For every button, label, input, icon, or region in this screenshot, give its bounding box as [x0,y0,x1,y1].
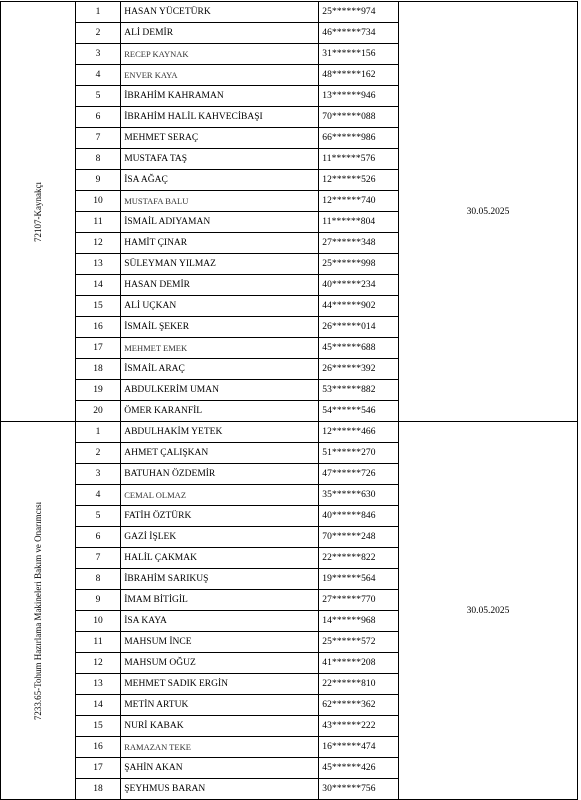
id-number: 45******426 [319,758,399,779]
id-number: 66******986 [319,128,399,149]
participant-name: ENVER KAYA [121,65,319,86]
participant-name: MUSTAFA BALU [121,191,319,212]
id-number: 26******392 [319,359,399,380]
participant-name: RAMAZAN TEKE [121,737,319,758]
row-number: 9 [75,590,120,611]
id-number: 25******998 [319,254,399,275]
row-number: 17 [75,338,120,359]
row-number: 12 [75,653,120,674]
participant-name: SÜLEYMAN YILMAZ [121,254,319,275]
row-number: 5 [75,86,120,107]
row-number: 10 [75,191,120,212]
participant-name: CEMAL OLMAZ [121,485,319,506]
participant-name: HASAN DEMİR [121,275,319,296]
participant-name: İMAM BİTİGİL [121,590,319,611]
row-number: 4 [75,65,120,86]
participant-name: MAHSUM İNCE [121,632,319,653]
participant-name: ALİ UÇKAN [121,296,319,317]
participant-name: ABDULHAKİM YETEK [121,422,319,443]
id-number: 43******222 [319,716,399,737]
row-number: 11 [75,632,120,653]
row-number: 2 [75,23,120,44]
row-number: 6 [75,527,120,548]
row-number: 2 [75,443,120,464]
course-label: 7233.65-Tohum Hazırlama Makineleri Bakım ve Onarımcısı [32,501,43,720]
id-number: 19******564 [319,569,399,590]
participant-name: İSA KAYA [121,611,319,632]
id-number: 48******162 [319,65,399,86]
id-number: 11******576 [319,149,399,170]
participant-name: ABDULKERİM UMAN [121,380,319,401]
exam-date: 30.05.2025 [399,2,578,422]
id-number: 35******630 [319,485,399,506]
row-number: 7 [75,548,120,569]
id-number: 11******804 [319,212,399,233]
id-number: 46******734 [319,23,399,44]
row-number: 19 [75,380,120,401]
participant-name: AHMET ÇALIŞKAN [121,443,319,464]
row-number: 18 [75,359,120,380]
participant-name: İSA AĞAÇ [121,170,319,191]
id-number: 26******014 [319,317,399,338]
id-number: 40******234 [319,275,399,296]
id-number: 70******248 [319,527,399,548]
row-number: 12 [75,233,120,254]
row-number: 18 [75,779,120,800]
participant-name: İBRAHİM HALİL KAHVECİBAŞI [121,107,319,128]
participant-name: BATUHAN ÖZDEMİR [121,464,319,485]
row-number: 3 [75,464,120,485]
row-number: 10 [75,611,120,632]
id-number: 70******088 [319,107,399,128]
row-number: 15 [75,716,120,737]
participant-name: FATİH ÖZTÜRK [121,506,319,527]
participant-name: ŞAHİN AKAN [121,758,319,779]
participant-name: İBRAHİM SARIKUŞ [121,569,319,590]
id-number: 47******726 [319,464,399,485]
row-number: 13 [75,674,120,695]
row-number: 1 [75,2,120,23]
exam-date: 30.05.2025 [399,422,578,800]
id-number: 40******846 [319,506,399,527]
participant-name: GAZİ İŞLEK [121,527,319,548]
id-number: 53******882 [319,380,399,401]
id-number: 27******770 [319,590,399,611]
row-number: 20 [75,401,120,422]
id-number: 12******466 [319,422,399,443]
row-number: 16 [75,737,120,758]
id-number: 16******474 [319,737,399,758]
participant-name: MEHMET EMEK [121,338,319,359]
row-number: 13 [75,254,120,275]
participant-name: MEHMET SERAÇ [121,128,319,149]
row-number: 1 [75,422,120,443]
participant-name: ÖMER KARANFİL [121,401,319,422]
participant-name: MEHMET SADIK ERGİN [121,674,319,695]
id-number: 12******740 [319,191,399,212]
id-number: 12******526 [319,170,399,191]
id-number: 41******208 [319,653,399,674]
table-row [1,2,578,23]
participant-name: İSMAİL ŞEKER [121,317,319,338]
row-number: 8 [75,149,120,170]
id-number: 51******270 [319,443,399,464]
id-number: 44******902 [319,296,399,317]
id-number: 45******688 [319,338,399,359]
participant-name: HAMİT ÇINAR [121,233,319,254]
participant-name: METİN ARTUK [121,695,319,716]
row-number: 16 [75,317,120,338]
row-number: 14 [75,275,120,296]
id-number: 54******546 [319,401,399,422]
id-number: 62******362 [319,695,399,716]
id-number: 14******968 [319,611,399,632]
course-cell [1,422,76,800]
row-number: 3 [75,44,120,65]
participant-name: İBRAHİM KAHRAMAN [121,86,319,107]
row-number: 6 [75,107,120,128]
participant-name: ŞEYHMUS BARAN [121,779,319,800]
participant-name: MAHSUM OĞUZ [121,653,319,674]
row-number: 9 [75,170,120,191]
id-number: 22******810 [319,674,399,695]
row-number: 11 [75,212,120,233]
row-number: 5 [75,506,120,527]
id-number: 22******822 [319,548,399,569]
roster-body [1,2,578,800]
participant-name: RECEP KAYNAK [121,44,319,65]
row-number: 17 [75,758,120,779]
row-number: 8 [75,569,120,590]
course-label: 72107-Kaynakçı [32,181,43,242]
id-number: 25******572 [319,632,399,653]
course-cell [1,2,76,422]
roster-table [0,1,578,800]
participant-name: NURİ KABAK [121,716,319,737]
participant-name: ALİ DEMİR [121,23,319,44]
participant-name: HALİL ÇAKMAK [121,548,319,569]
row-number: 14 [75,695,120,716]
row-number: 7 [75,128,120,149]
id-number: 31******156 [319,44,399,65]
row-number: 15 [75,296,120,317]
id-number: 25******974 [319,2,399,23]
id-number: 13******946 [319,86,399,107]
participant-name: İSMAİL ADIYAMAN [121,212,319,233]
row-number: 4 [75,485,120,506]
id-number: 27******348 [319,233,399,254]
participant-name: HASAN YÜCETÜRK [121,2,319,23]
participant-name: MUSTAFA TAŞ [121,149,319,170]
participant-name: İSMAİL ARAÇ [121,359,319,380]
id-number: 30******756 [319,779,399,800]
table-row [1,422,578,443]
